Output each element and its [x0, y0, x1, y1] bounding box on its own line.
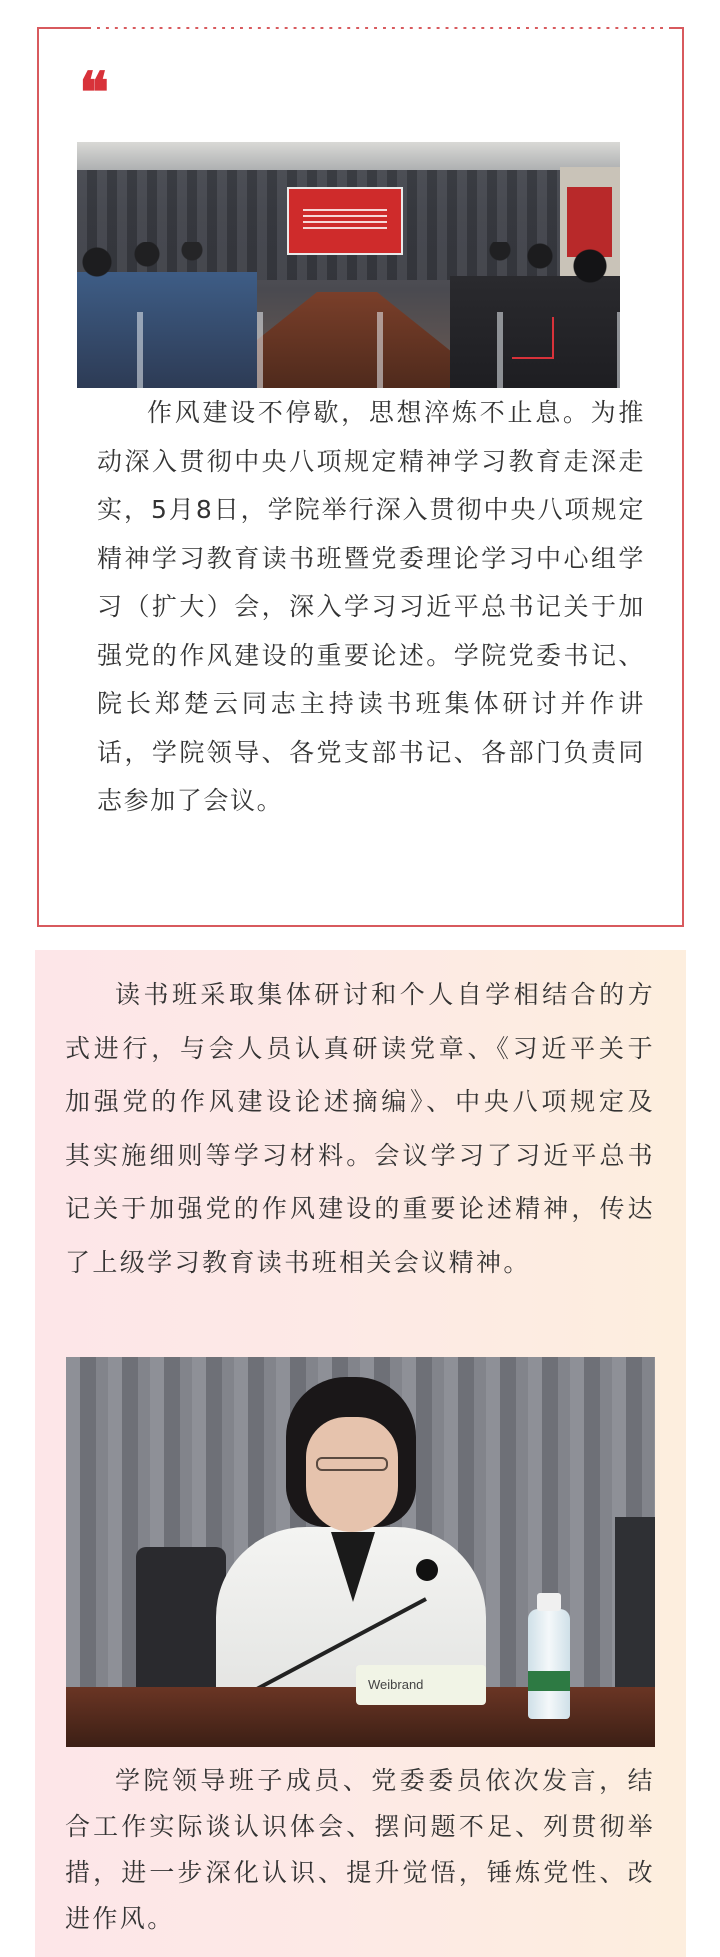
corner-decoration — [512, 317, 554, 359]
study-card — [35, 950, 686, 1957]
quote-icon: ❝ — [79, 60, 104, 126]
water-bottle — [528, 1609, 570, 1719]
discussion-paragraph: 学院领导班子成员、党委委员依次发言，结合工作实际谈认识体会、摆问题不足、列贯彻举措，进一步深化认识、提升觉悟，锤炼党性、改进作风。 — [65, 1766, 655, 1933]
speaker-photo — [66, 1357, 655, 1747]
intro-paragraph: 作风建设不停歇，思想淬炼不止息。为推动深入贯彻中央八项规定精神学习教育走深走实，5月8日，学院举行深入贯彻中央八项规定精神学习教育读书班暨党委理论学习中心组学习（扩大）会，深入学习习近平总书记关于加强党的作风建设的重要论述。学院党委书记、院长郑楚云同志主持读书班集体研讨并作讲话，学院领导、各党支部书记、各部门负责同志参加了会议。 — [97, 398, 645, 815]
tissue-brand-label: Weibrand — [368, 1677, 424, 1692]
study-paragraph: 读书班采取集体研讨和个人自学相结合的方式进行，与会人员认真研读党章、《习近平关于加强党的作风建设论述摘编》、中央八项规定及其实施细则等学习材料。会议学习了习近平总书记关于加强党的作风建设的重要论述精神，传达了上级学习教育读书班相关会议精神。 — [65, 980, 655, 1277]
projection-screen — [287, 187, 403, 255]
intro-card — [37, 27, 684, 927]
tissue-box — [356, 1665, 486, 1705]
dashed-top-border — [91, 27, 669, 30]
